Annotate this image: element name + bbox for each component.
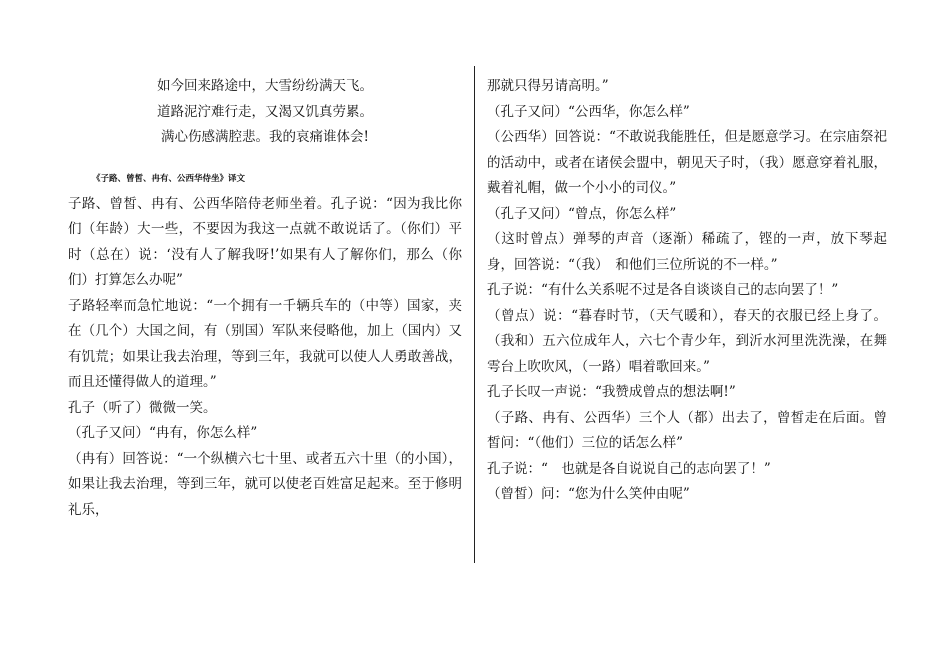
left-column xyxy=(68,74,462,523)
right-paragraph-11: （曾皙）问：“您为什么笑仲由呢” xyxy=(487,486,690,502)
left-paragraph-5: （冉有）回答说：“一个纵横六七十里、或者五六十里（的小国），如果让我去治理，等到三年，就可以使老百姓富足起来。至于修明礼乐， xyxy=(68,450,462,518)
right-paragraph-9: （子路、冉有、公西华）三个人（都）出去了，曾皙走在后面。曾皙问：“（他们）三位的话怎么样” xyxy=(487,409,887,451)
left-paragraph-4: （孔子又问）“冉有，你怎么样” xyxy=(68,425,258,441)
poem-line-3: 满心伤感满腔悲。我的哀痛谁体会! xyxy=(161,129,369,145)
right-paragraph-2: （孔子又问）“公西华，你怎么样” xyxy=(487,103,690,120)
left-paragraph-1: 子路、曾皙、冉有、公西华陪侍老师坐着。孔子说：“因为我比你们（年龄）大一些，不要因为我这一点就不敢说话了。（你们）平时（总在）说：‘没有人了解我呀!’如果有人了解你们，那么（你们）打算怎么办呢” xyxy=(68,195,462,288)
left-paragraph-3: 孔子（听了）微微一笑。 xyxy=(68,399,217,416)
right-paragraph-8: 孔子长叹一声说：“我赞成曾点的想法啊!” xyxy=(487,384,736,400)
right-paragraph-1: 那就只得另请高明。” xyxy=(487,78,609,94)
poem xyxy=(68,74,462,151)
left-paragraph-2: 子路轻率而急忙地说：“一个拥有一千辆兵车的（中等）国家，夹在（几个）大国之间，有（别国）军队来侵略他，加上（国内）又有饥荒；如果让我去治理，等到三年，我就可以使人人勇敢善战，而且还懂得做人的道理。” xyxy=(68,297,462,390)
poem-line-1: 如今回来路途中，大雪纷纷满天飞。 xyxy=(157,78,373,94)
column-divider xyxy=(474,66,475,563)
section-subtitle: 《子路、曾皙、冉有、公西华侍坐》译文 xyxy=(92,173,246,184)
right-paragraph-7: （曾点）说：“暮春时节，（天气暖和），春天的衣服已经上身了。（我和）五六位成年人，六七个青少年，到沂水河里洗洗澡，在舞雩台上吹吹风，（一路）唱着歌回来。” xyxy=(487,307,887,375)
right-paragraph-5: （这时曾点）弹琴的声音（逐渐）稀疏了，铿的一声，放下琴起身，回答说：“（我） 和他们三位所说的不一样。” xyxy=(487,231,887,273)
right-paragraph-3: （公西华）回答说：“不敢说我能胜任，但是愿意学习。在宗庙祭祀的活动中，或者在诸侯会盟中，朝见天子时，（我）愿意穿着礼服，戴着礼帽，做一个小小的司仪。” xyxy=(487,129,887,196)
right-column xyxy=(487,74,887,508)
right-paragraph-6: 孔子说：“有什么关系呢不过是各自谈谈自己的志向罢了！” xyxy=(487,282,839,298)
poem-line-2: 道路泥泞难行走，又渴又饥真劳累。 xyxy=(157,103,373,120)
right-paragraph-10: 孔子说：“ 也就是各自说说自己的志向罢了！” xyxy=(487,460,771,477)
right-paragraph-4: （孔子又问）“曾点，你怎么样” xyxy=(487,205,677,222)
